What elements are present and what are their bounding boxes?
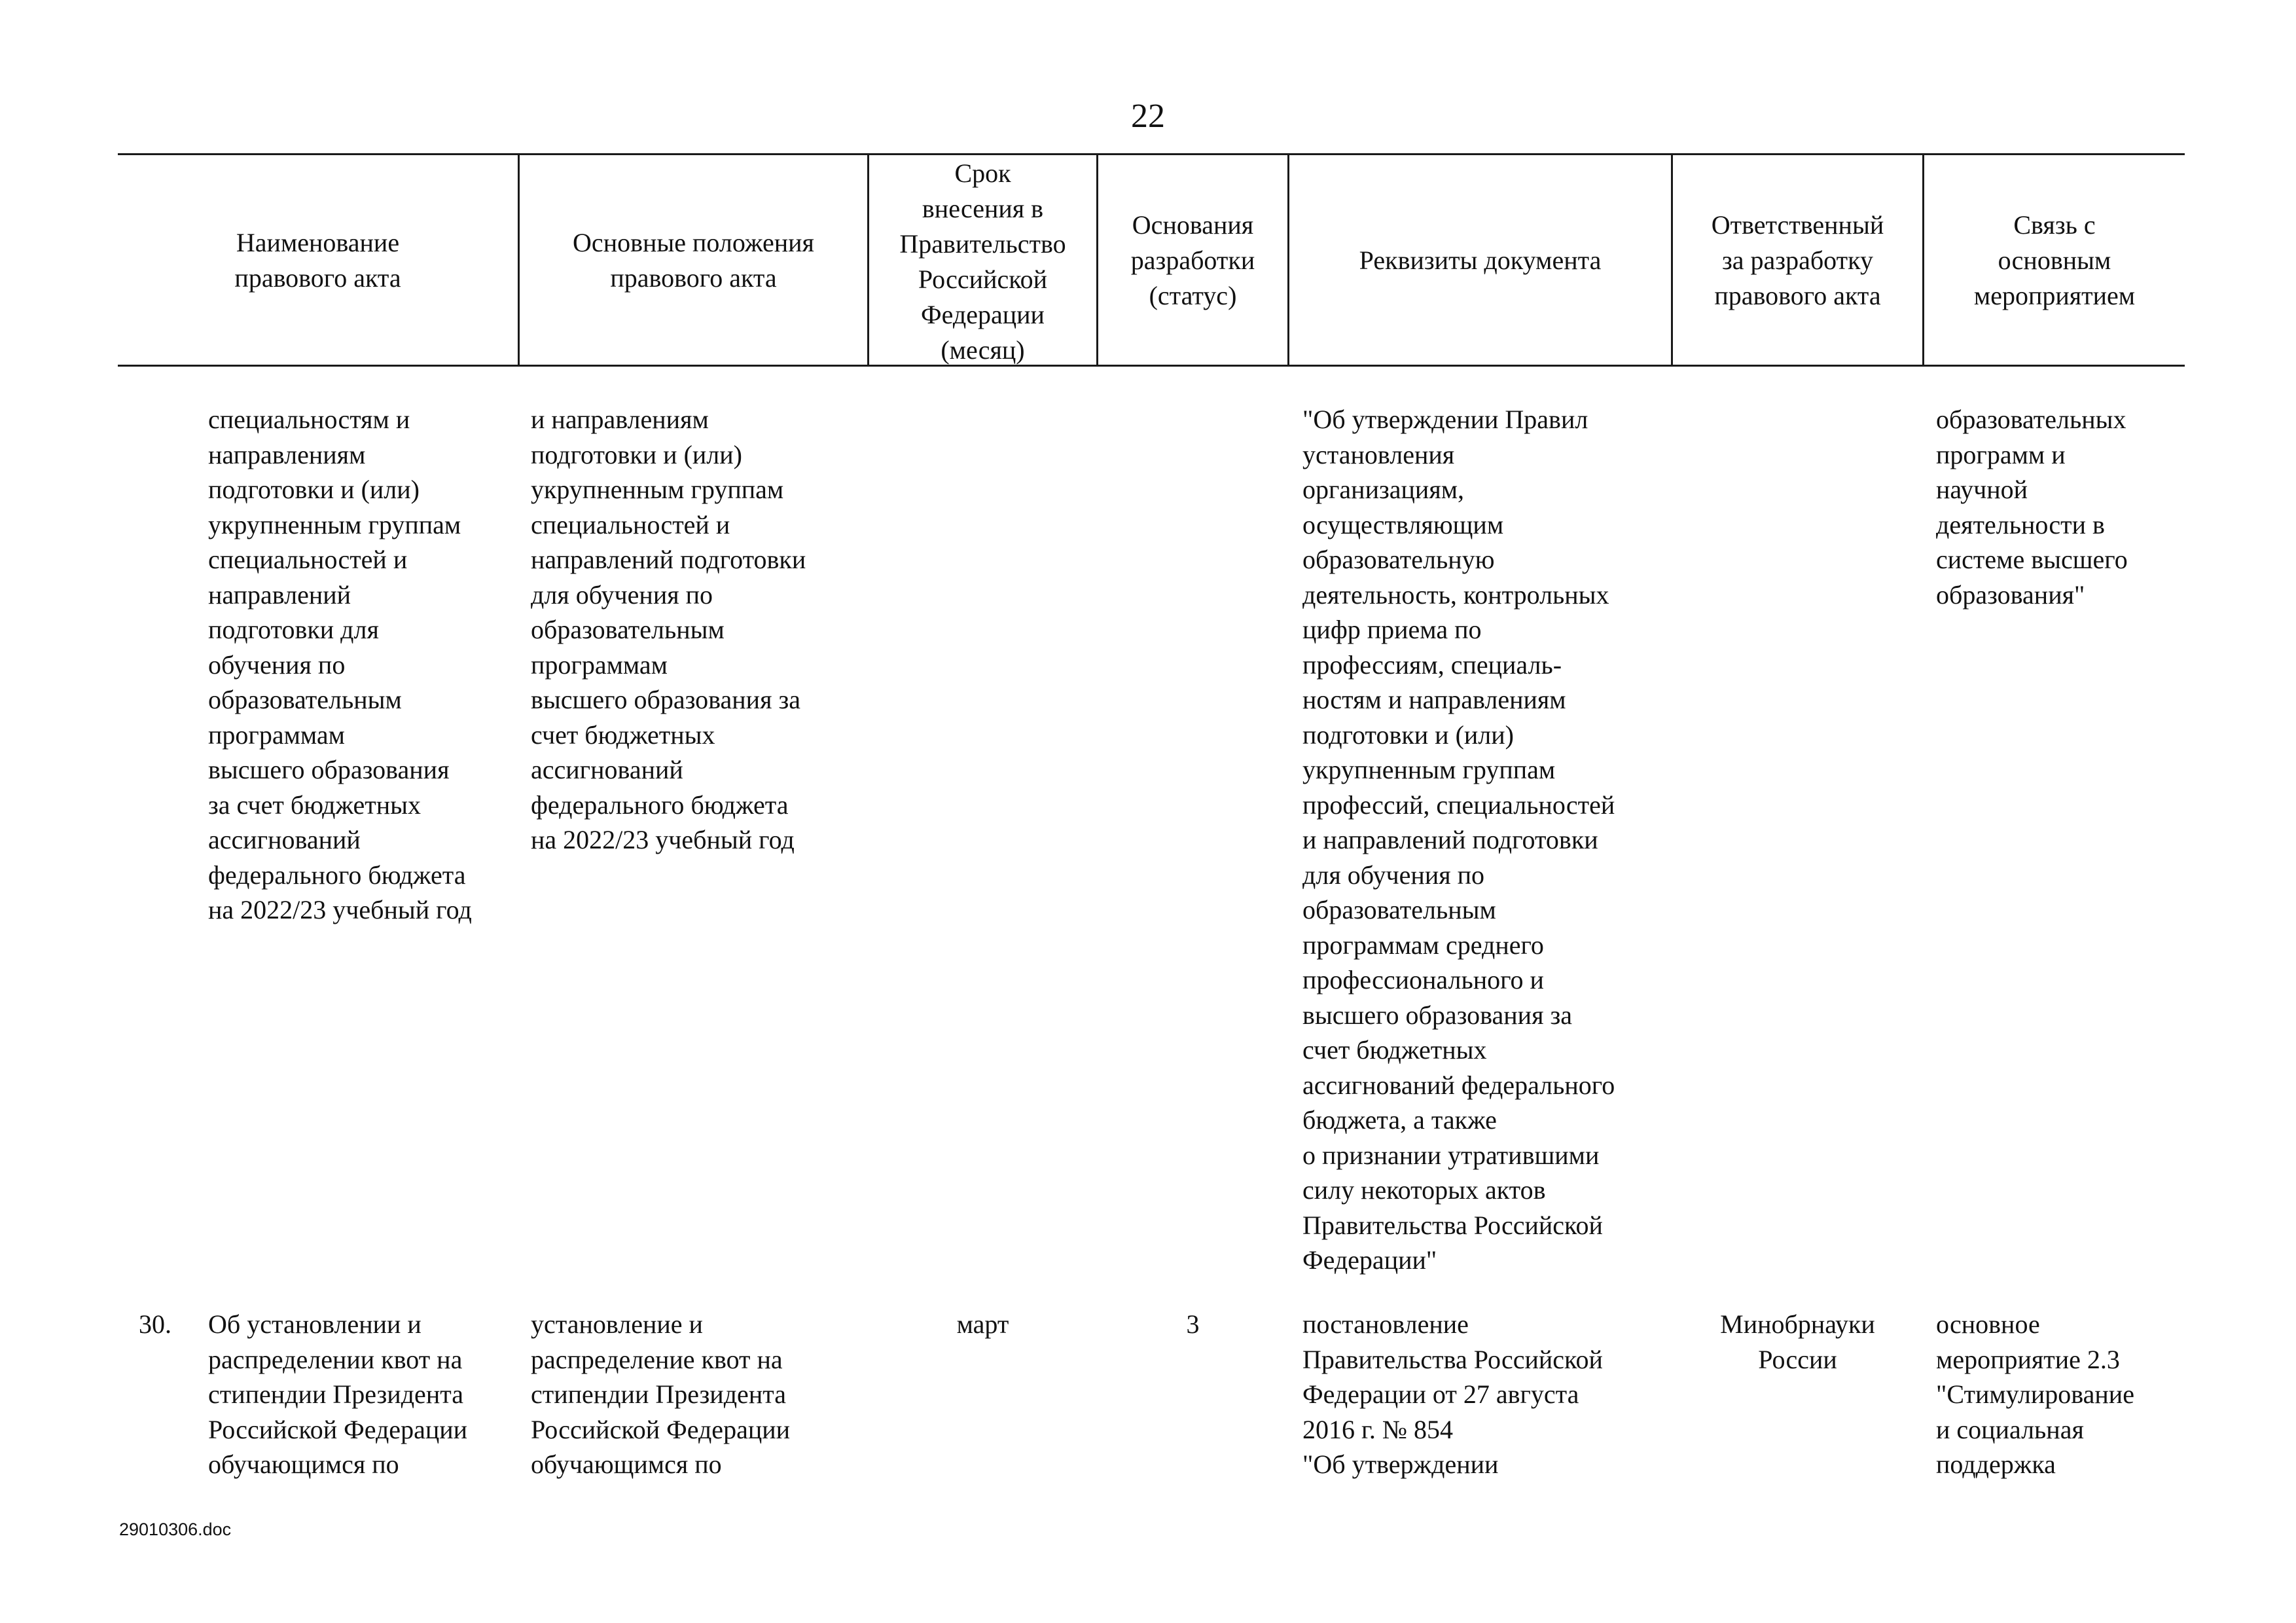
header-name: Наименование правового акта [234,227,401,293]
header-details: Реквизиты документа [1359,245,1602,275]
header-responsible: Ответственный за разработку правового акта [1711,210,1884,310]
document-filename: 29010306.doc [119,1520,232,1539]
page-number: 22 [1131,98,1165,135]
header-provisions: Основные положения правового акта [573,227,814,293]
cell-link: основное мероприятие 2.3 "Стимулирование и социальная поддержка [1936,1309,2134,1479]
cell-provisions: установление и распределение квот на стипендии Президента Российской Федерации обучающимся по [531,1309,791,1479]
cell-name: Об установлении и распределении квот на стипендии Президента Российской Федерации обучающимся по [208,1309,468,1479]
cell-details: "Об утверждении Правил установления организациям, осуществляющим образовательную деятельность, контрольных цифр приема по профессиям, специаль- ностям и направлениям подготовки и (или) укрупненным группам профессий, специальностей и направлений подготовки для обучения по образовательным программам среднего профессионального и высшего образования за счет бюджетных ассигнований федерального бюджета, а также о признании утратившими силу некоторых актов Правительства Российской Федерации" [1302,405,1615,1275]
header-deadline: Срок внесения в Правительство Российской Федерации (месяц) [899,158,1066,365]
header-link: Связь с основным мероприятием [1973,210,2136,310]
cell-basis: 3 [1186,1309,1200,1339]
row-number: 30. [139,1309,171,1339]
cell-link: образовательных программ и научной деятельности в системе высшего образования" [1936,405,2128,610]
cell-details: постановление Правительства Российской Федерации от 27 августа 2016 г. № 854 "Об утверждении [1302,1309,1603,1479]
cell-deadline: март [956,1309,1009,1339]
cell-responsible: Минобрнауки России [1720,1309,1875,1374]
cell-name: специальностям и направлениям подготовки и (или) укрупненным группам специальностей и направлений подготовки для обучения по образовательным программам высшего образования за счет бюджетных ассигнований федерального бюджета на 2022/23 учебный год [208,405,472,924]
cell-provisions: и направлениям подготовки и (или) укрупненным группам специальностей и направлений подготовки для обучения по образовательным программам высшего образования за счет бюджетных ассигнований федерального бюджета на 2022/23 учебный год [531,405,806,854]
header-basis: Основания разработки (статус) [1130,210,1255,310]
